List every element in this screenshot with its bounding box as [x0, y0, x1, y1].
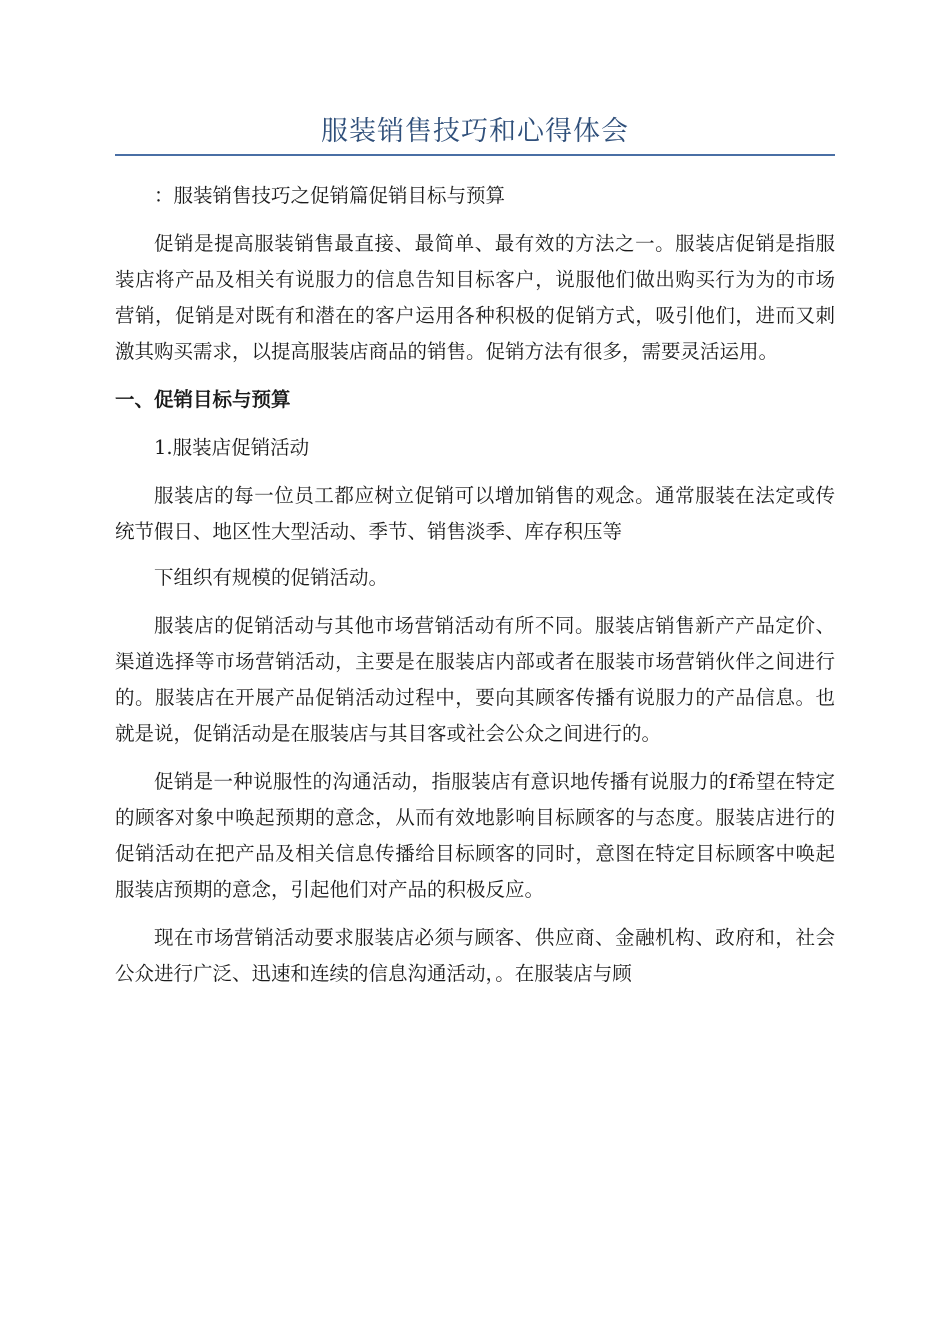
document-body [115, 178, 835, 1004]
intro-paragraph: 促销是提高服装销售最直接、最简单、最有效的方法之一。服装店促销是指服装店将产品及相关有说服力的信息告知目标客户，说服他们做出购买行为为的市场营销，促销是对既有和潜在的客户运用各种积极的促销方式，吸引他们，进而又刺激其购买需求，以提高服装店商品的销售。促销方法有很多，需要灵活运用。 [115, 232, 835, 363]
subtitle-line: ：服装销售技巧之促销篇促销目标与预算 [154, 184, 506, 207]
body-paragraph-2: 下组织有规模的促销活动。 [154, 566, 389, 589]
subsection-heading: 1.服装店促销活动 [154, 436, 310, 459]
title-underline [115, 154, 835, 156]
body-paragraph-1: 服装店的每一位员工都应树立促销可以增加销售的观念。通常服装在法定或传统节假日、地区性大型活动、季节、销售淡季、库存积压等 [115, 484, 835, 543]
document-title: 服装销售技巧和心得体会 [321, 116, 629, 147]
body-paragraph-5: 现在市场营销活动要求服装店必须与顾客、供应商、金融机构、政府和，社会公众进行广泛、迅速和连续的信息沟通活动，。在服装店与顾 [115, 926, 835, 985]
body-paragraph-3: 服装店的促销活动与其他市场营销活动有所不同。服装店销售新产产品定价、渠道选择等市场营销活动，主要是在服装店内部或者在服装市场营销伙伴之间进行的。服装店在开展产品促销活动过程中，要向其顾客传播有说服力的产品信息。也就是说，促销活动是在服装店与其目客或社会公众之间进行的。 [115, 614, 835, 745]
body-paragraph-4: 促销是一种说服性的沟通活动，指服装店有意识地传播有说服力的f希望在特定的顾客对象中唤起预期的意念，从而有效地影响目标顾客的与态度。服装店进行的促销活动在把产品及相关信息传播给目标顾客的同时，意图在特定目标顾客中唤起服装店预期的意念，引起他们对产品的积极反应。 [115, 770, 835, 901]
section-heading: 一、促销目标与预算 [115, 388, 291, 411]
